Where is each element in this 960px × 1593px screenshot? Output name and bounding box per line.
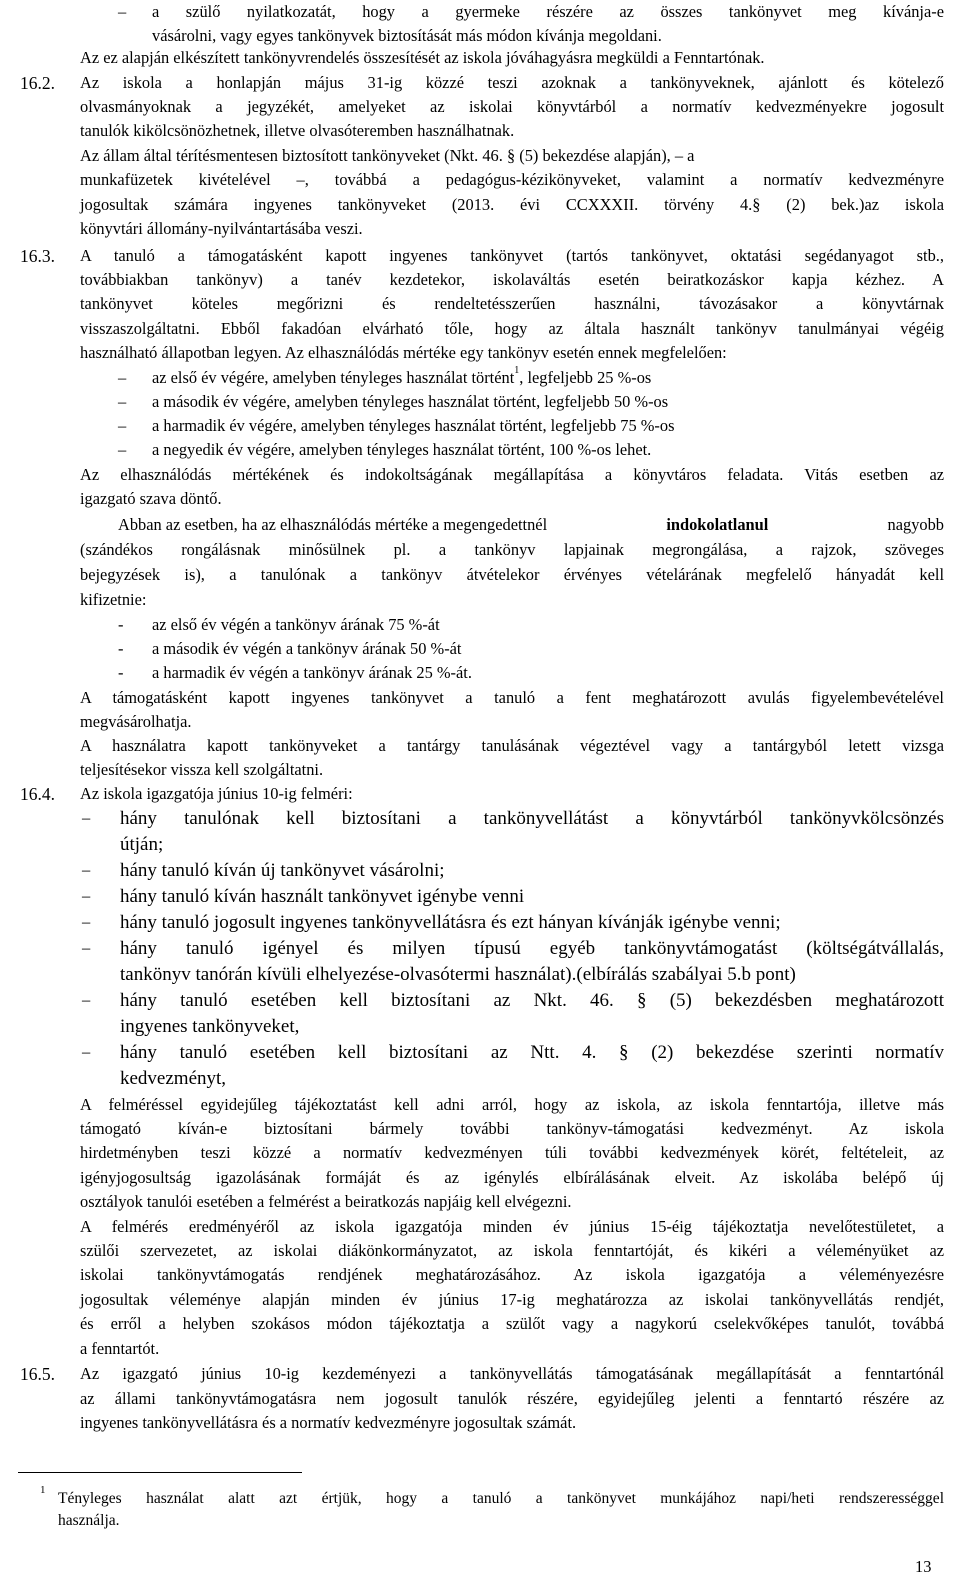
list-item: a második év végén a tankönyv árának 50 %-át [152,639,462,658]
paragraph-line: az állami tankönyvtámogatásra nem jogosult tanulók részére, egyidejűleg jelenti a fenntartó részére az [80,1389,944,1408]
footnote-mark: 1 [40,1484,46,1496]
paragraph-line: kifizetnie: [80,590,147,609]
list-item: a második év végére, amelyben tényleges használat történt, legfeljebb 50 %-os [152,392,669,411]
paragraph-line: (szándékos rongálásnak minősülnek pl. a tankönyv lapjainak megrongálása, a rajzok, szöveges [80,540,944,559]
section-number: 16.2. [20,73,55,93]
paragraph-line: Az igazgató június 10-ig kezdeményezi a tankönyvellátás támogatásának megállapítását a fenntartónál [80,1364,944,1383]
paragraph-line: olvasmányoknak a jegyzékét, amelyeket az iskolai könyvtárból a normatív kedvezményekre jogosult [80,97,944,116]
paragraph-line: hirdetményben teszi közzé a normatív kedvezményen túli további kedvezmények körét, feltételeit, az [80,1143,944,1162]
list-hyphen: - [118,615,124,634]
list-dash: – [82,1042,91,1061]
list-dash: – [82,990,91,1009]
list-hyphen: - [118,663,124,682]
paragraph-line: munkafüzetek kivételével –, továbbá a pedagógus-kézikönyveket, valamint a normatív kedvezményre [80,170,944,189]
paragraph-text: nagyobb [887,515,944,534]
list-dash: – [82,886,91,905]
list-dash: – [118,440,127,459]
paragraph-line: ingyenes tankönyvellátásra és a normatív kedvezményre jogosultak számát. [80,1413,577,1432]
list-dash: – [82,938,91,957]
paragraph-line: továbbiakban tankönyv) a tanév kezdetekor, iskolaváltás esetén beiratkozáskor kapja kézhez. A [80,270,944,289]
paragraph-line: a szülő nyilatkozatát, hogy a gyermeke részére az összes tankönyvet meg kívánja-e [152,2,944,21]
paragraph-line: A felmérés eredményéről az iskola igazgatója minden év június 15-éig tájékoztatja nevelőtestületet, a [80,1217,944,1236]
paragraph-line: iskolai tankönyvtámogatás rendjének meghatározásához. Az iskola igazgatója a véleményezésre [80,1265,944,1284]
paragraph-line: Az ez alapján elkészített tankönyvrendelés összesítését az iskola jóváhagyásra megküldi a Fenntartónak. [80,48,765,67]
list-item: a harmadik év végén a tankönyv árának 25 %-át. [152,663,472,682]
paragraph-line: Az iskola igazgatója június 10-ig felméri: [80,784,353,803]
list-item-continuation: útján; [120,834,164,855]
section-number: 16.3. [20,246,55,266]
paragraph-line: Az elhasználódás mértékének és indokoltságának megállapítása a könyvtáros feladata. Vitás esetben az [80,465,944,484]
paragraph-line: bejegyzések is), a tanulónak a tankönyv átvételekor érvényes vételárának megfelelő hányadát kell [80,565,944,584]
paragraph-line: Az állam által térítésmentesen biztosított tankönyveket (Nkt. 46. § (5) bekezdése alapján), – a [80,146,695,165]
list-item: hány tanuló esetében kell biztosítani az Ntt. 4. § (2) bekezdése szerinti normatív [120,1042,944,1063]
list-dash: – [118,2,127,21]
list-item [152,366,651,390]
list-item-text: , legfeljebb 25 %-os [519,368,652,387]
section-number: 16.4. [20,784,55,804]
list-dash: – [82,860,91,879]
paragraph-line: igényjogosultság igazolásának formáját és az igénylés elbírálásának elveit. Az iskolába belépő új [80,1168,944,1187]
list-item: hány tanuló kíván új tankönyvet vásárolni; [120,860,445,881]
list-dash: – [118,368,127,387]
paragraph-line: A támogatásként kapott ingyenes tankönyvet a tanuló a fent meghatározott avulás figyelembevételével [80,688,944,707]
footnote-text: használja. [58,1512,120,1529]
paragraph-line: vásárolni, vagy egyes tankönyvek biztosítását más módon kívánja megoldani. [152,26,662,45]
paragraph-line: jogosultak számára ingyenes tankönyveket (2013. évi CCXXXII. törvény 4.§ (2) bek.)az iskola [80,195,944,214]
list-dash: – [82,808,91,827]
page-number: 13 [915,1557,932,1576]
paragraph-line: teljesítésekor vissza kell szolgáltatni. [80,760,324,779]
list-item: az első év végén a tankönyv árának 75 %-át [152,615,440,634]
paragraph-line [118,513,944,537]
paragraph-line: támogató kíván-e biztosítani bármely további tankönyv-támogatási kedvezményt. Az iskola [80,1119,944,1138]
list-dash: – [118,392,127,411]
section-number: 16.5. [20,1364,55,1384]
list-item: hány tanuló jogosult ingyenes tankönyvellátásra és ezt hányan kívánják igénybe venni; [120,912,781,933]
list-item-continuation: kedvezményt, [120,1068,227,1089]
paragraph-line: visszaszolgáltatni. Ebből fakadóan elvárható tőle, hogy az általa használt tankönyv tanulmányai végéig [80,319,944,338]
paragraph-line: igazgató szava döntő. [80,489,222,508]
list-item: hány tanulónak kell biztosítani a tankönyvellátást a könyvtárból tankönyvkölcsönzés [120,808,944,829]
paragraph-line: A tanuló a támogatásként kapott ingyenes tankönyvet (tartós tankönyvet, oktatási segédanyagot stb., [80,246,944,265]
paragraph-line: könyvtári állomány-nyilvántartásába veszi. [80,219,363,238]
paragraph-line: Az iskola a honlapján május 31-ig közzé teszi azoknak a tankönyveknek, ajánlott és kötelező [80,73,944,92]
list-item: a harmadik év végére, amelyben tényleges használat történt, legfeljebb 75 %-os [152,416,675,435]
emphasized-word: indokolatlanul [666,515,769,534]
footnote-reference: 1 [514,365,520,376]
paragraph-line: a fenntartót. [80,1339,160,1358]
paragraph-line: osztályok tanulói esetében a felmérést a beiratkozás napjáig kell elvégezni. [80,1192,572,1211]
list-item: a negyedik év végére, amelyben tényleges használat történt, 100 %-os lehet. [152,440,652,459]
paragraph-line: A felméréssel egyidejűleg tájékoztatást kell adni arról, hogy az iskola, az iskola fenntartója, illetve más [80,1095,944,1114]
paragraph-line: jogosultak véleménye alapján minden év június 17-ig meghatározza az iskolai tankönyvellátás rendjét, [80,1290,944,1309]
paragraph-line: megvásárolhatja. [80,712,192,731]
list-dash: – [82,912,91,931]
list-item-continuation: ingyenes tankönyveket, [120,1016,300,1037]
list-item-continuation: tankönyv tanórán kívüli elhelyezése-olvasótermi használat).(elbírálás szabályai 5.b pont) [120,964,796,985]
paragraph-line: használható állapotban legyen. Az elhasználódás mértéke egy tankönyv esetén ennek megfelelően: [80,343,727,362]
paragraph-line: A használatra kapott tankönyveket a tantárgy tanulásának végeztével vagy a tantárgyból letett vizsga [80,736,944,755]
paragraph-line: tankönyvet köteles megőrizni és rendeltetésszerűen használni, távozásakor a könyvtárnak [80,294,944,313]
paragraph-line: tanulók kikölcsönözhetnek, illetve olvasóteremben használhatnak. [80,121,515,140]
list-hyphen: - [118,639,124,658]
paragraph-text: Abban az esetben, ha az elhasználódás mértéke a megengedettnél [118,515,548,534]
paragraph-line: és erről a helyben szokásos módon tájékoztatja a szülőt vagy a nagykorú cselekvőképes tanulót, továbbá [80,1314,944,1333]
list-item: hány tanuló esetében kell biztosítani az Nkt. 46. § (5) bekezdésben meghatározott [120,990,944,1011]
list-item-text: az első év végére, amelyben tényleges használat történt [152,368,515,387]
paragraph-line: szülői szervezetet, az iskolai diákönkormányzatot, az iskola fenntartóját, és kikéri a véleményüket az [80,1241,944,1260]
list-dash: – [118,416,127,435]
list-item: hány tanuló igényel és milyen típusú egyéb tankönyvtámogatást (költségátvállalás, [120,938,944,959]
footnote-text: Tényleges használat alatt azt értjük, hogy a tanuló a tankönyvet munkájához napi/heti rendszerességgel [58,1490,944,1507]
list-item: hány tanuló kíván használt tankönyvet igénybe venni [120,886,525,907]
footnote-separator [18,1472,302,1473]
